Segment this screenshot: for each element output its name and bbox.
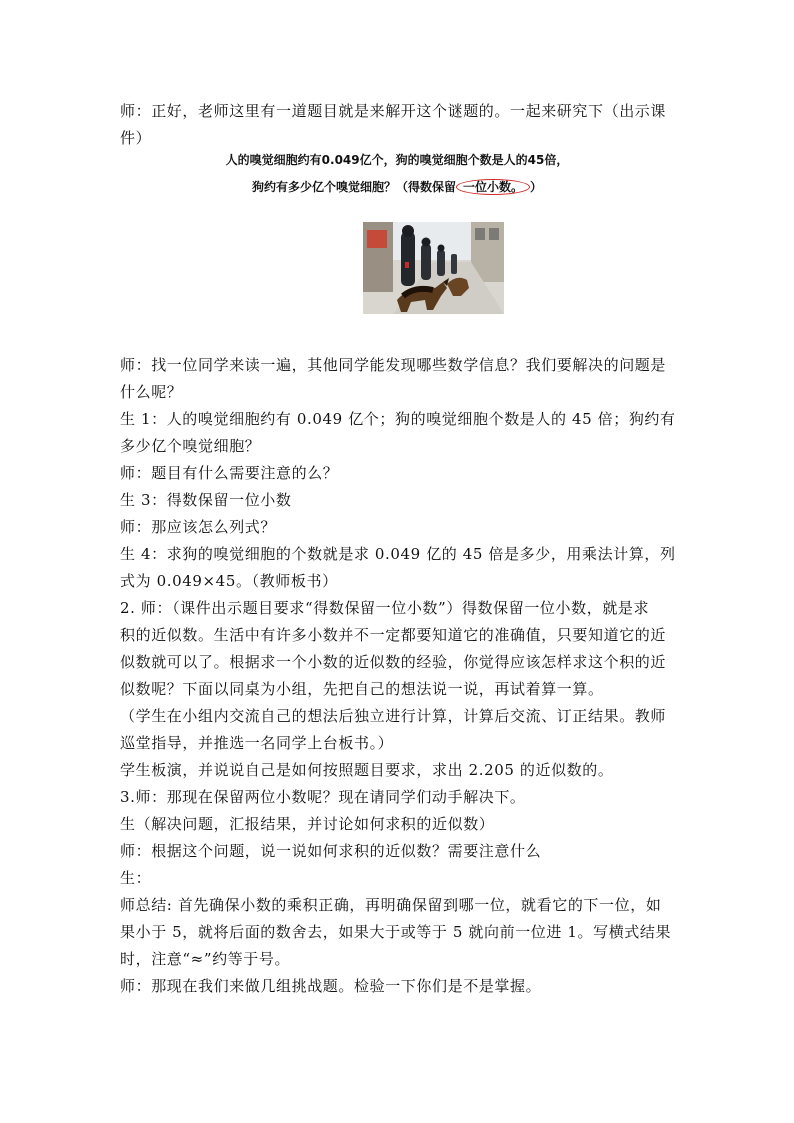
text-line: 多少亿个嗅觉细胞？: [120, 437, 261, 455]
text-line: 什么呢？: [120, 383, 183, 401]
text-line: 生 3：得数保留一位小数: [120, 491, 292, 509]
text-line: 生：: [120, 869, 152, 887]
problem-line-2: [0, 178, 794, 196]
p1-paragraph: [120, 352, 676, 1000]
text-line: 似数就可以了。根据求一个小数的近似数的经验，你觉得应该怎样求这个积的近: [120, 653, 667, 671]
text-line: 件）: [120, 129, 152, 147]
problem-text: 狗约有多少亿个嗅觉细胞？（得数保留: [251, 180, 456, 194]
police-dogs-photo: [363, 222, 504, 314]
text-line: 生（解决问题，汇报结果，并讨论如何求积的近似数）: [120, 815, 495, 833]
text-line: 师总结: 首先确保小数的乘积正确，再明确保留到哪一位，就看它的下一位，如: [120, 896, 662, 914]
text-line: 巡堂指导，并推选一名同学上台板书。）: [120, 734, 394, 752]
text-line: 学生板演，并说说自己是如何按照题目要求，求出 2.205 的近似数的。: [120, 761, 614, 779]
text-line: 似数呢？下面以同桌为小组，先把自己的想法说一说，再试着算一算。: [120, 680, 604, 698]
text-line: （学生在小组内交流自己的想法后独立进行计算，计算后交流、订正结果。教师: [120, 707, 667, 725]
problem-text: ）: [530, 180, 543, 194]
problem-line-1: 人的嗅觉细胞约有0.049亿个，狗的嗅觉细胞个数是人的45倍，: [225, 153, 569, 167]
text-line: 生 4：求狗的嗅觉细胞的个数就是求 0.049 亿的 45 倍是多少，用乘法计算，列: [120, 545, 676, 563]
text-line: 时，注意“≈”约等于号。: [120, 950, 291, 968]
text-line: 师：正好，老师这里有一道题目就是来解开这个谜题的。一起来研究下（出示课: [120, 102, 667, 120]
text-line: 生 1：人的嗅觉细胞约有 0.049 亿个；狗的嗅觉细胞个数是人的 45 倍；狗约有: [120, 410, 676, 428]
text-line: 师：题目有什么需要注意的么？: [120, 464, 339, 482]
text-line: 积的近似数。生活中有许多小数并不一定都要知道它的准确值，只要知道它的近: [120, 626, 667, 644]
text-line: 师：找一位同学来读一遍，其他同学能发现哪些数学信息？我们要解决的问题是: [120, 356, 667, 374]
text-line: 2. 师：（课件出示题目要求“得数保留一位小数”）得数保留一位小数，就是求: [120, 599, 650, 617]
text-line: 式为 0.049×45。（教师板书）: [120, 572, 338, 590]
text-line: 师：根据这个问题，说一说如何求积的近似数？需要注意什么: [120, 842, 542, 860]
text-line: 师：那应该怎么列式？: [120, 518, 277, 536]
intro-paragraph: [120, 98, 676, 152]
photo-illustration: [363, 222, 504, 314]
text-line: 3.师：那现在保留两位小数呢？现在请同学们动手解决下。: [120, 788, 526, 806]
text-line: 师：那现在我们来做几组挑战题。检验一下你们是不是掌握。: [120, 977, 542, 995]
text-line: 果小于 5，就将后面的数舍去，如果大于或等于 5 就向前一位进 1。写横式结果: [120, 923, 672, 941]
circled-annotation: 一位小数。: [456, 179, 530, 195]
